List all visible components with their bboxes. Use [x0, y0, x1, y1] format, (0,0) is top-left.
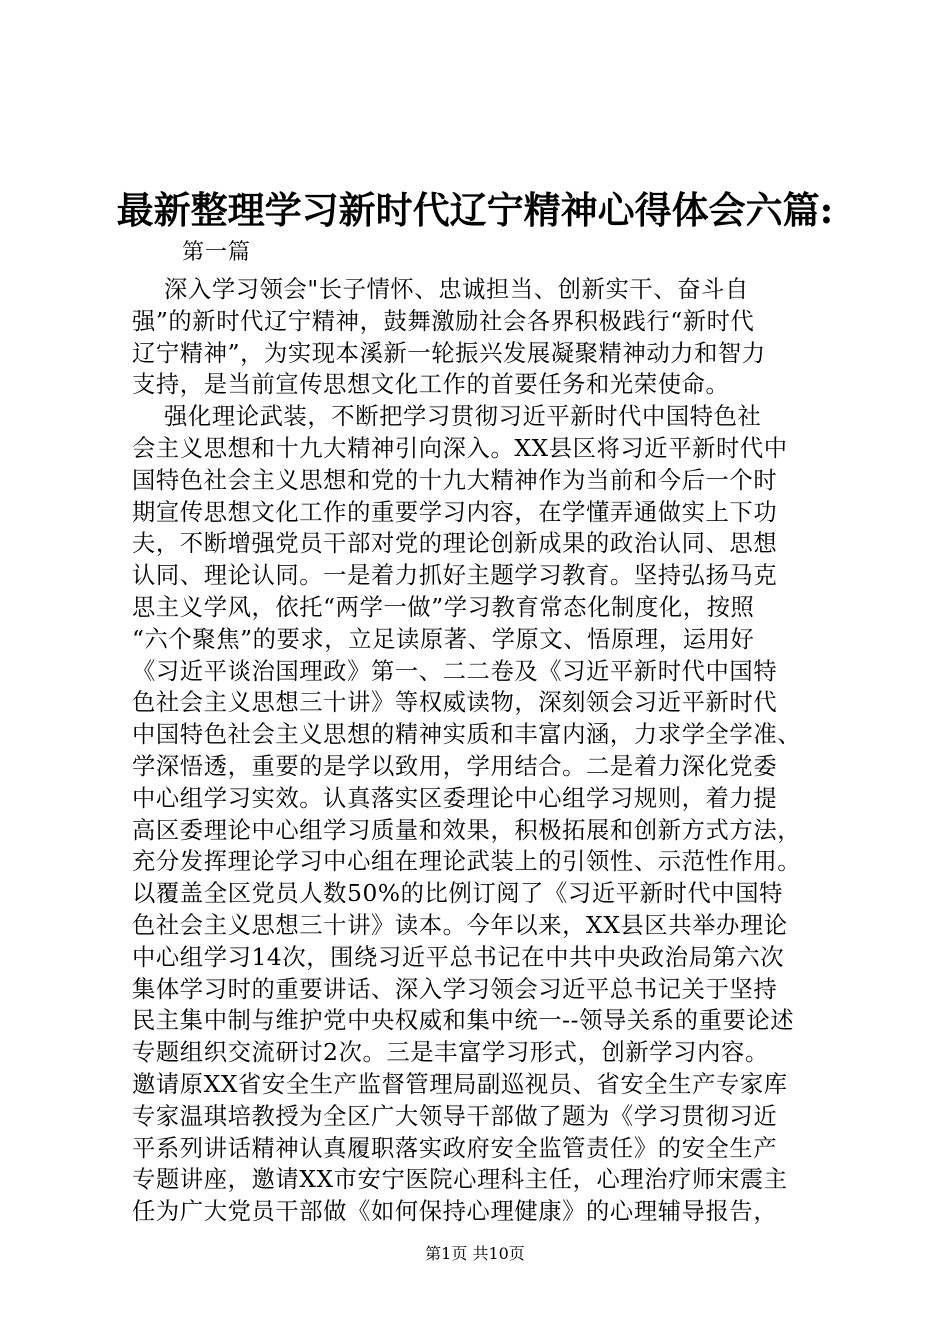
body-line: 平系列讲话精神认真履职落实政府安全监管责任》的安全生产: [132, 1134, 778, 1162]
body-line: 专题讲座，邀请XX市安宁医院心理科主任，心理治疗师宋震主: [132, 1166, 788, 1194]
body-line: 中心组学习实效。认真落实区委理论中心组学习规则，着力提: [132, 784, 778, 812]
body-line: 国特色社会主义思想和党的十九大精神作为当前和今后一个时: [132, 466, 778, 494]
body-line: 《习近平谈治国理政》第一、二二卷及《习近平新时代中国特: [132, 657, 778, 685]
body-line: 夫，不断增强党员干部对党的理论创新成果的政治认同、思想: [132, 530, 778, 558]
body-line: 会主义思想和十九大精神引向深入。XX县区将习近平新时代中: [132, 434, 788, 462]
body-line: 色社会主义思想三十讲》读本。今年以来，XX县区共举办理论: [132, 911, 788, 939]
body-line: 民主集中制与维护党中央权威和集中统一--领导关系的重要论述: [132, 1007, 795, 1035]
document-body: [132, 274, 832, 1228]
body-line: 集体学习时的重要讲话、深入学习领会习近平总书记关于坚持: [132, 975, 778, 1003]
body-line: 辽宁精神”，为实现本溪新一轮振兴发展凝聚精神动力和智力: [132, 339, 766, 367]
body-line: 专家温琪培教授为全区广大领导干部做了题为《学习贯彻习近: [132, 1102, 778, 1130]
body-line: “六个聚焦”的要求，立足读原著、学原文、悟原理，运用好: [132, 625, 755, 653]
body-line: 学深悟透，重要的是学以致用，学用结合。二是着力深化党委: [132, 752, 778, 780]
body-line: 色社会主义思想三十讲》等权威读物，深刻领会习近平新时代: [132, 689, 778, 717]
body-line: 期宣传思想文化工作的重要学习内容，在学懂弄通做实上下功: [132, 498, 778, 526]
body-line: 思主义学风，依托“两学一做”学习教育常态化制度化，按照: [132, 593, 755, 621]
body-line: 以覆盖全区党员人数50%的比例订阅了《习近平新时代中国特: [132, 880, 784, 908]
page-number-footer: 第1页 共10页: [425, 1244, 525, 1263]
body-line: 充分发挥理论学习中心组在理论武装上的引领性、示范性作用。: [132, 848, 802, 876]
document-title: 最新整理学习新时代辽宁精神心得体会六篇:: [116, 188, 834, 232]
body-line: 支持，是当前宣传思想文化工作的首要任务和光荣使命。: [132, 371, 730, 399]
section-label: 第一篇: [182, 240, 252, 265]
body-line: 邀请原XX省安全生产监督管理局副巡视员、省安全生产专家库: [132, 1070, 788, 1098]
body-line: 强”的新时代辽宁精神，鼓舞激励社会各界积极践行“新时代: [132, 307, 755, 335]
body-line: 专题组织交流研讨2次。三是丰富学习形式，创新学习内容。: [132, 1039, 769, 1067]
body-line: 中心组学习14次，围绕习近平总书记在中共中央政治局第六次: [132, 943, 785, 971]
body-line: 强化理论武装，不断把学习贯彻习近平新时代中国特色社: [132, 403, 762, 431]
body-line: 认同、理论认同。一是着力抓好主题学习教育。坚持弘扬马克: [132, 562, 778, 590]
body-line: 高区委理论中心组学习质量和效果，积极拓展和创新方式方法，: [132, 816, 802, 844]
body-line: 任为广大党员干部做《如何保持心理健康》的心理辅导报告，: [132, 1198, 778, 1226]
body-line: 深入学习领会"长子情怀、忠诚担当、创新实干、奋斗自: [132, 276, 749, 303]
body-line: 中国特色社会主义思想的精神实质和丰富内涵，力求学全学准、: [132, 721, 802, 749]
